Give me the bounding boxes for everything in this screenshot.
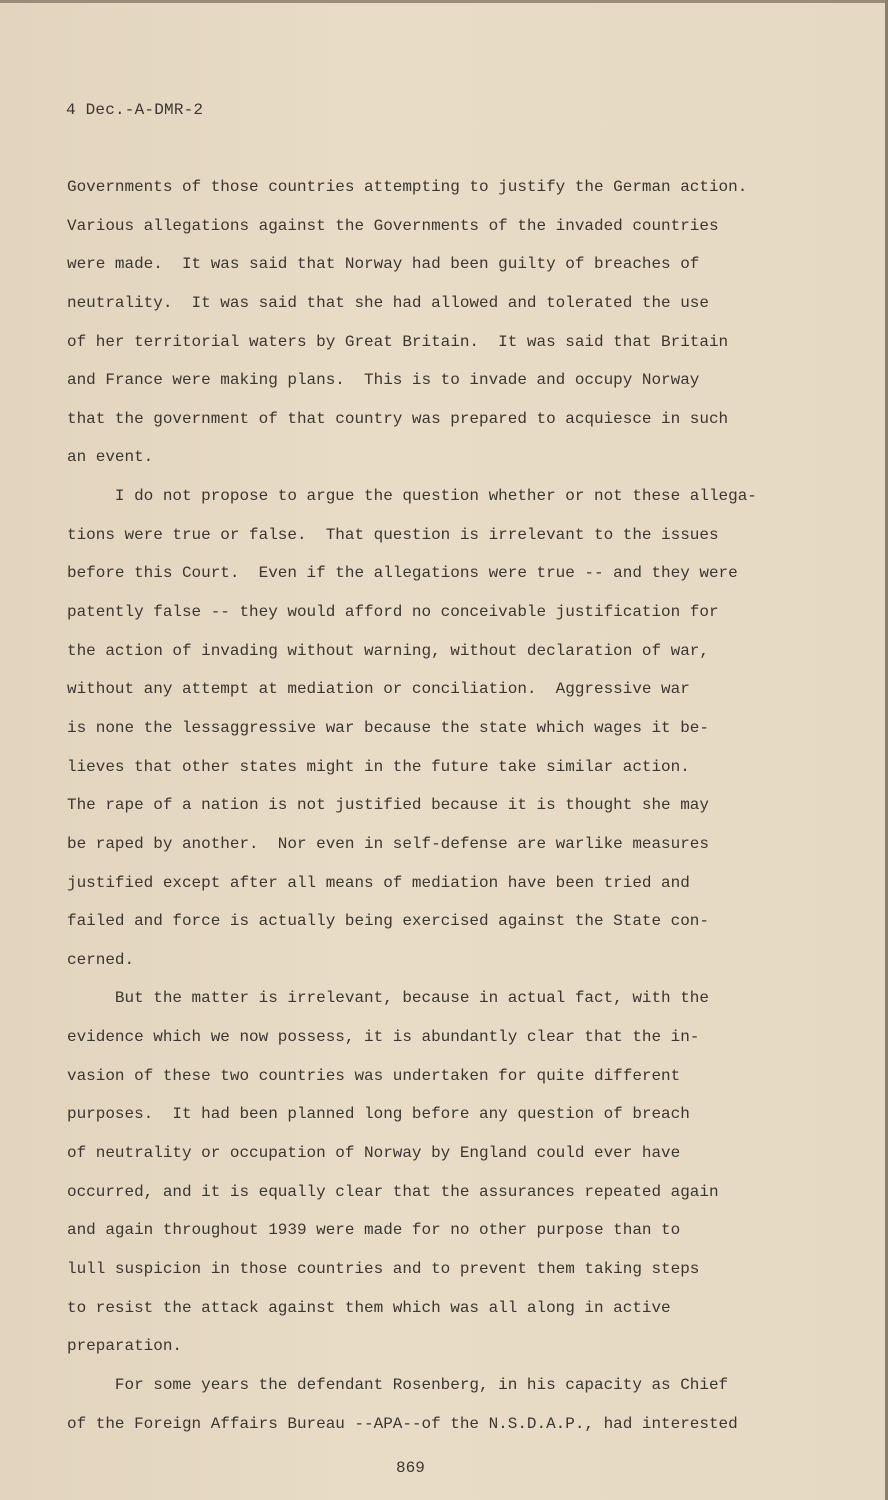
page-top-edge [0,0,888,3]
text-line: preparation. [67,1337,182,1356]
text-line: were made. It was said that Norway had been guilty of breaches of [67,255,700,274]
text-line: lull suspicion in those countries and to prevent them taking steps [67,1259,700,1278]
text-line: and France were making plans. This is to invade and occupy Norway [67,371,700,390]
text-line: tions were true or false. That question is irrelevant to the issues [67,525,719,544]
text-line: lieves that other states might in the future take similar action. [67,757,690,776]
text-line: before this Court. Even if the allegations were true -- and they were [67,564,738,583]
text-line: Various allegations against the Governments of the invaded countries [67,216,719,235]
text-line: Governments of those countries attempting to justify the German action. [67,178,748,196]
text-line: The rape of a nation is not justified because it is thought she may [67,796,709,815]
text-line: without any attempt at mediation or conciliation. Aggressive war [67,680,690,699]
page-number: 869 [396,1459,425,1477]
text-line: of her territorial waters by Great Britain. It was said that Britain [67,332,729,351]
text-line: that the government of that country was prepared to acquiesce in such [67,409,729,428]
text-line: justified except after all means of mediation have been tried and [67,873,690,892]
text-line: is none the lessaggressive war because the state which wages it be- [67,718,709,737]
text-line: cerned. [67,950,135,969]
text-line: failed and force is actually being exercised against the State con- [67,912,709,931]
text-line: For some years the defendant Rosenberg, in his capacity as Chief [67,1375,729,1394]
document-body [67,175,757,1450]
text-line: be raped by another. Nor even in self-defense are warlike measures [67,834,709,853]
text-line: patently false -- they would afford no conceivable justification for [67,603,719,622]
text-line: of the Foreign Affairs Bureau --APA--of the N.S.D.A.P., had interested [67,1414,738,1433]
text-line: I do not propose to argue the question whether or not these allega- [67,487,757,506]
text-line: neutrality. It was said that she had allowed and tolerated the use [67,293,709,312]
text-line: an event. [67,448,154,467]
text-line: purposes. It had been planned long before any question of breach [67,1105,690,1124]
text-line: and again throughout 1939 were made for no other purpose than to [67,1221,681,1240]
document-header: 4 Dec.-A-DMR-2 [66,101,204,119]
text-line: to resist the attack against them which was all along in active [67,1298,671,1317]
text-line: the action of invading without warning, without declaration of war, [67,641,709,660]
text-line: of neutrality or occupation of Norway by England could ever have [67,1144,681,1163]
text-line: vasion of these two countries was undertaken for quite different [67,1066,681,1085]
text-line: occurred, and it is equally clear that the assurances repeated again [67,1182,719,1201]
text-line: But the matter is irrelevant, because in actual fact, with the [67,989,709,1008]
text-line: evidence which we now possess, it is abundantly clear that the in- [67,1028,700,1047]
